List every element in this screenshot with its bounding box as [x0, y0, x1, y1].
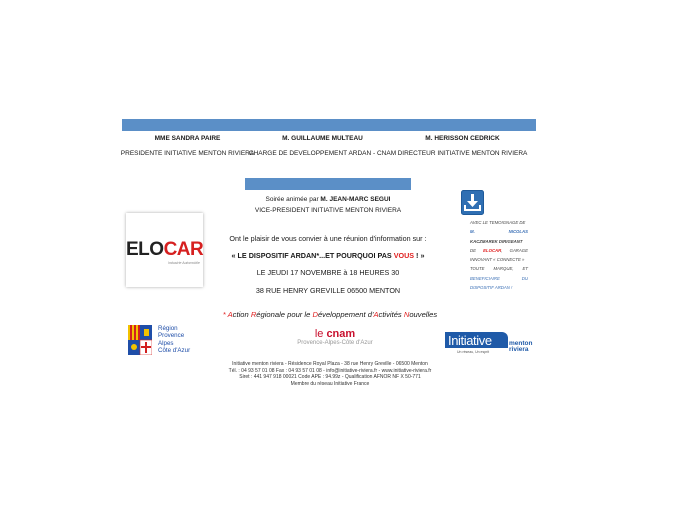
footer-line: Siret : 441 947 918 00021 Code APE : 94.99z - Qualification AFNOR NF X 50-771 — [239, 374, 421, 380]
person-herisson — [390, 135, 535, 157]
download-icon[interactable] — [461, 190, 484, 215]
testimony-block: AVEC LE TEMOIGNAGE DE M. NICOLAS KACZMAREK DIRIGEANT DE ELOCAR, GARAGE INNOVANT « CONNECTE » TOUTE MARQUE, ET BENEFICIAIRE DU DISPOSITIF ARDAN ! — [470, 220, 528, 291]
person-name: M. HERISSON CEDRICK — [425, 135, 500, 142]
invitation-block — [208, 234, 448, 295]
person-name: M. GUILLAUME MULTEAU — [282, 135, 363, 142]
host-prefix: Soirée animée par — [265, 196, 321, 203]
middle-banner-bar — [245, 178, 411, 190]
person-title: DIRECTEUR INITIATIVE MENTON RIVIERA — [397, 150, 528, 157]
top-banner-bar — [122, 119, 536, 131]
invite-line2: « LE DISPOSITIF ARDAN*...ET POURQUOI PAS VOUS ! » — [231, 251, 425, 260]
person-paire — [115, 135, 260, 157]
ardan-acronym: * Action Régionale pour le Développement d'Activités Nouvelles — [222, 310, 438, 319]
footer-info — [195, 361, 465, 387]
invite-date: LE JEUDI 17 NOVEMBRE à 18 HEURES 30 — [256, 268, 400, 277]
invite-vous: VOUS — [393, 251, 415, 260]
elocar-car: CAR — [163, 239, 204, 260]
region-paca-logo — [128, 325, 198, 361]
person-name: MME SANDRA PAIRE — [154, 135, 221, 142]
testimony-brand: ELOCAR — [483, 247, 502, 253]
footer-line: Tél. : 04 93 57 01 08 Fax : 04 93 57 01 08 - info@initiative-riviera.fr - www.initiative-riviera.fr — [228, 367, 432, 374]
region-text: Région Provence Alpes Côte d'Azur — [158, 325, 191, 355]
initiative-logo: Initiative menton riviera Un réseau, Un esprit — [445, 332, 535, 358]
elocar-logo — [126, 213, 203, 287]
elocar-tagline: Industrie Automobile — [168, 261, 200, 265]
footer-line: Initiative menton riviera - Résidence Royal Plaza - 38 rue Henry Greville - 06500 Menton — [232, 361, 428, 367]
invite-address: 38 RUE HENRY GREVILLE 06500 MENTON — [255, 286, 401, 295]
elocar-elo: ELO — [126, 239, 164, 260]
host-line — [230, 196, 426, 203]
region-shield-icon — [128, 325, 152, 355]
person-multeau — [245, 135, 400, 157]
host-name: M. JEAN-MARC SEGUI — [320, 196, 391, 203]
footer-line: Membre du réseau Initiative France — [290, 380, 370, 387]
host-title: VICE-PRESIDENT INITIATIVE MENTON RIVIERA — [254, 207, 402, 214]
cnam-logo: le cnam Provence-Alpes-Côte d'Azur — [297, 328, 373, 346]
person-title: PRESIDENTE INITIATIVE MENTON RIVIERA — [120, 150, 255, 157]
person-title: CHARGE DE DEVELOPPEMENT ARDAN - CNAM — [248, 150, 397, 157]
invite-line1: Ont le plaisir de vous convier à une réunion d'information sur : — [229, 234, 427, 243]
